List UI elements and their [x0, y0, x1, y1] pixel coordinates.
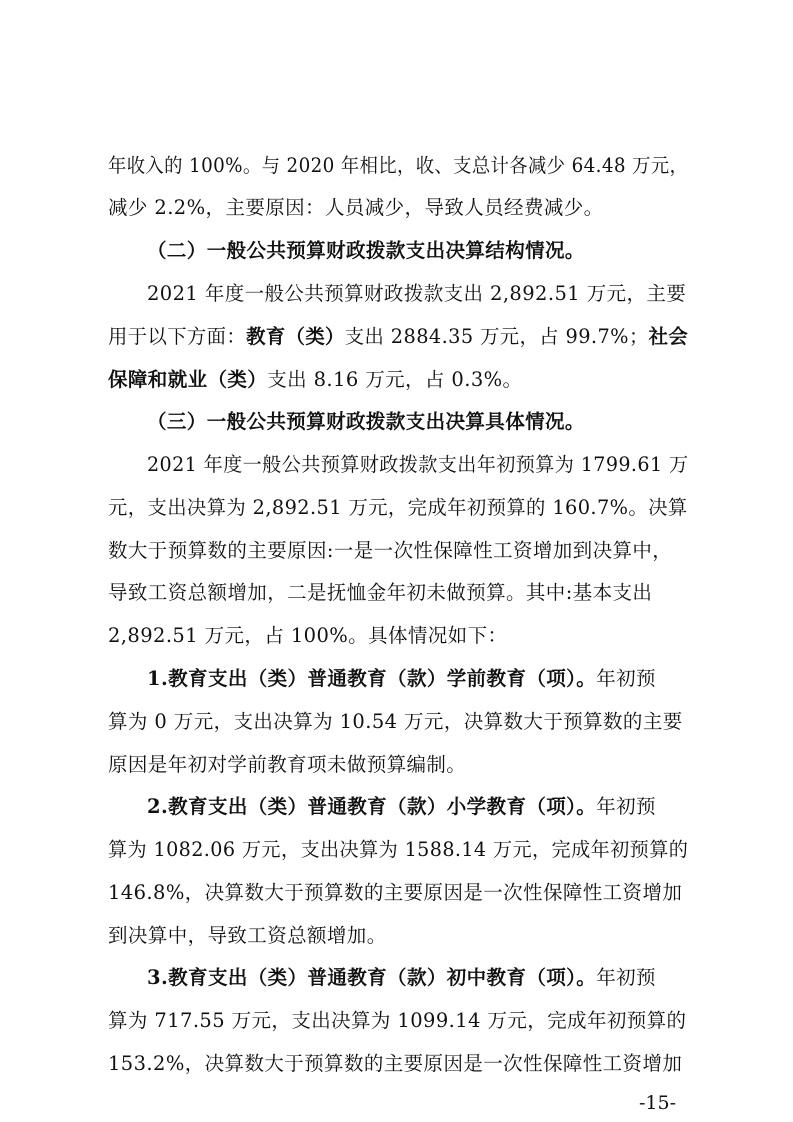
paragraph-line: 元，支出决算为 2,892.51 万元，完成年初预算的 160.7%。决算	[108, 496, 688, 519]
paragraph-line: 算为 1082.06 万元，支出决算为 1588.14 万元，完成年初预算的	[108, 838, 689, 861]
paragraph-line: 2021 年度一般公共预算财政拨款支出年初预算为 1799.61 万	[147, 453, 689, 476]
paragraph-line: 到决算中，导致工资总额增加。	[108, 924, 387, 947]
paragraph-line: 2,892.51 万元，占 100%。具体情况如下：	[108, 624, 508, 647]
paragraph-line: 减少 2.2%，主要原因：人员减少，导致人员经费减少。	[108, 196, 604, 219]
paragraph-line: 算为 0 万元，支出决算为 10.54 万元，决算数大于预算数的主要	[108, 710, 683, 733]
paragraph-line: 146.8%，决算数大于预算数的主要原因是一次性保障性工资增加	[108, 881, 683, 904]
paragraph-line: 算为 717.55 万元，支出决算为 1099.14 万元，完成年初预算的	[108, 1009, 687, 1032]
paragraph-line: 用于以下方面：教育（类）支出 2884.35 万元，占 99.7%；社会	[108, 325, 689, 348]
item-heading-3: 3.教育支出（类）普通教育（款）初中教育（项）。年初预	[147, 966, 656, 989]
section-heading-2: （二）一般公共预算财政拨款支出决算结构情况。	[147, 239, 585, 262]
paragraph-line: 年收入的 100%。与 2020 年相比，收、支总计各减少 64.48 万元，	[108, 154, 689, 177]
paragraph-line: 153.2%，决算数大于预算数的主要原因是一次性保障性工资增加	[108, 1052, 683, 1075]
section-heading-3: （三）一般公共预算财政拨款支出决算具体情况。	[147, 410, 585, 433]
paragraph-line: 保障和就业（类）支出 8.16 万元，占 0.3%。	[108, 368, 523, 391]
page-number: -15-	[639, 1092, 677, 1114]
item-heading-2: 2.教育支出（类）普通教育（款）小学教育（项）。年初预	[147, 795, 656, 818]
paragraph-line: 数大于预算数的主要原因:一是一次性保障性工资增加到决算中，	[108, 539, 673, 562]
item-heading-1: 1.教育支出（类）普通教育（款）学前教育（项）。年初预	[147, 667, 656, 690]
paragraph-line: 原因是年初对学前教育项未做预算编制。	[108, 753, 467, 776]
paragraph-line: 导致工资总额增加，二是抚恤金年初未做预算。其中:基本支出	[108, 581, 653, 604]
paragraph-line: 2021 年度一般公共预算财政拨款支出 2,892.51 万元，主要	[147, 282, 687, 305]
